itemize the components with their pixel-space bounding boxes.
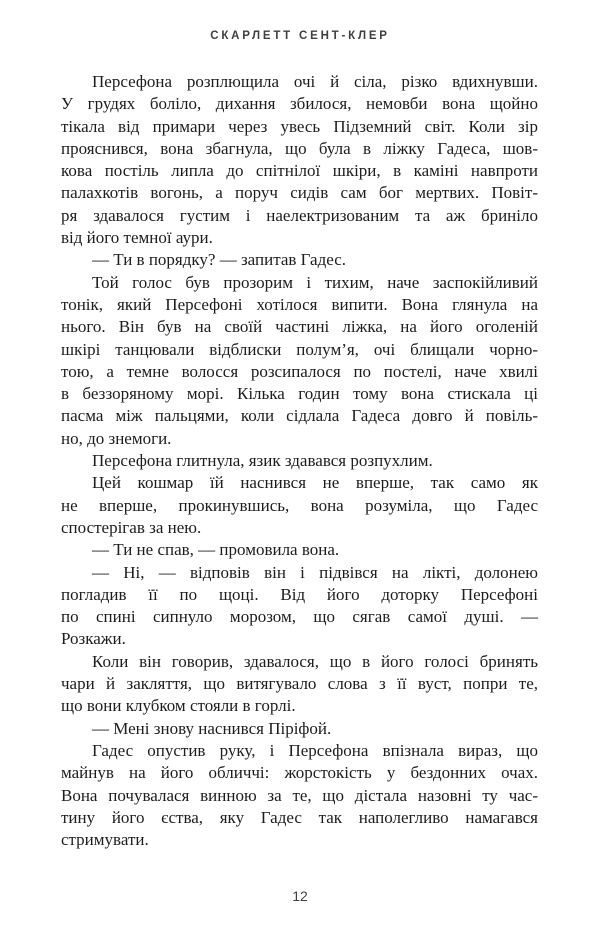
text-line: кова постіль липла до спітнілої шкіри, в каміні навпроти bbox=[61, 161, 538, 181]
text-line: — Ти не спав, — промовила вона. bbox=[92, 540, 340, 560]
paragraph bbox=[61, 272, 538, 450]
paragraph bbox=[61, 249, 538, 271]
text-line: тою, а темне волосся розсипалося по постелі, наче хвилі bbox=[61, 361, 538, 381]
text-line: Той голос був прозорим і тихим, наче заспокійливий bbox=[92, 272, 538, 292]
page-number: 12 bbox=[292, 888, 308, 904]
text-line: — Ти в порядку? — запитав Гадес. bbox=[92, 250, 347, 270]
text-line: Персефона глитнула, язик здавався розпухлим. bbox=[92, 451, 433, 471]
text-line: майнув на його обличчі: жорстокість у бездонних очах. bbox=[61, 763, 538, 783]
text-block bbox=[61, 71, 538, 851]
text-line: тину його єства, яку Гадес так наполегливо намагався bbox=[61, 807, 538, 827]
paragraph bbox=[61, 450, 538, 472]
text-line: тікала від примари через увесь Підземний світ. Коли зір bbox=[61, 116, 538, 136]
text-line: У грудях боліло, дихання збилося, немовби вона щойно bbox=[61, 94, 538, 114]
text-line: Коли він говорив, здавалося, що в його голосі бринять bbox=[92, 651, 538, 671]
text-line: не вперше, прокинувшись, вона розуміла, що Гадес bbox=[61, 495, 538, 515]
text-line: ря здавалося густим і наелектризованим та аж бриніло bbox=[61, 205, 538, 225]
paragraph bbox=[61, 71, 538, 249]
text-line: в беззоряному морі. Кілька годин тому вона стискала ці bbox=[61, 384, 538, 404]
text-line: тонік, який Персефоні хотілося випити. Вона глянула на bbox=[61, 294, 538, 314]
text-line: Розкажи. bbox=[61, 629, 126, 649]
paragraph bbox=[61, 472, 538, 539]
text-line: палахкотів вогонь, а поруч сидів сам бог мертвих. Повіт- bbox=[61, 183, 538, 203]
text-line: від його темної аури. bbox=[61, 228, 213, 248]
text-line: що вони клубком стояли в горлі. bbox=[61, 696, 296, 716]
text-line: по спині сипнуло морозом, що сягав самої душі. — bbox=[61, 607, 538, 627]
text-line: Вона почувалася винною за те, що дістала назовні ту час- bbox=[61, 785, 538, 805]
text-line: Персефона розплющила очі й сіла, різко вдихнувши. bbox=[92, 72, 538, 91]
paragraph bbox=[61, 562, 538, 651]
text-line: — Мені знову наснився Піріфой. bbox=[92, 718, 332, 738]
text-line: нього. Він був на своїй частині ліжка, на його оголеній bbox=[61, 317, 538, 337]
paragraph bbox=[61, 651, 538, 718]
paragraph bbox=[61, 718, 538, 740]
text-line: пасма між пальцями, коли сідлала Гадеса довго й повіль- bbox=[61, 406, 538, 426]
text-line: Цей кошмар їй наснився не вперше, так само як bbox=[92, 473, 538, 493]
paragraph bbox=[61, 539, 538, 561]
text-line: шкірі танцювали відблиски полум’я, очі блищали чорно- bbox=[61, 339, 538, 359]
text-line: Гадес опустив руку, і Персефона впізнала вираз, що bbox=[92, 740, 538, 760]
paragraph bbox=[61, 740, 538, 851]
text-line: — Ні, — відповів він і підвівся на лікті, долонею bbox=[92, 562, 538, 582]
text-line: погладив її по щоці. Від його доторку Персефоні bbox=[61, 584, 538, 604]
text-line: но, до знемоги. bbox=[61, 428, 172, 448]
running-header: СКАРЛЕТТ СЕНТ-КЛЕР bbox=[210, 30, 390, 42]
text-line: прояснився, вона збагнула, що була в ліжку Гадеса, шов- bbox=[61, 138, 538, 158]
text-line: спостерігав за нею. bbox=[61, 517, 202, 537]
text-line: чари й закляття, що витягувало слова з її вуст, попри те, bbox=[61, 674, 538, 694]
text-line: стримувати. bbox=[61, 830, 149, 850]
